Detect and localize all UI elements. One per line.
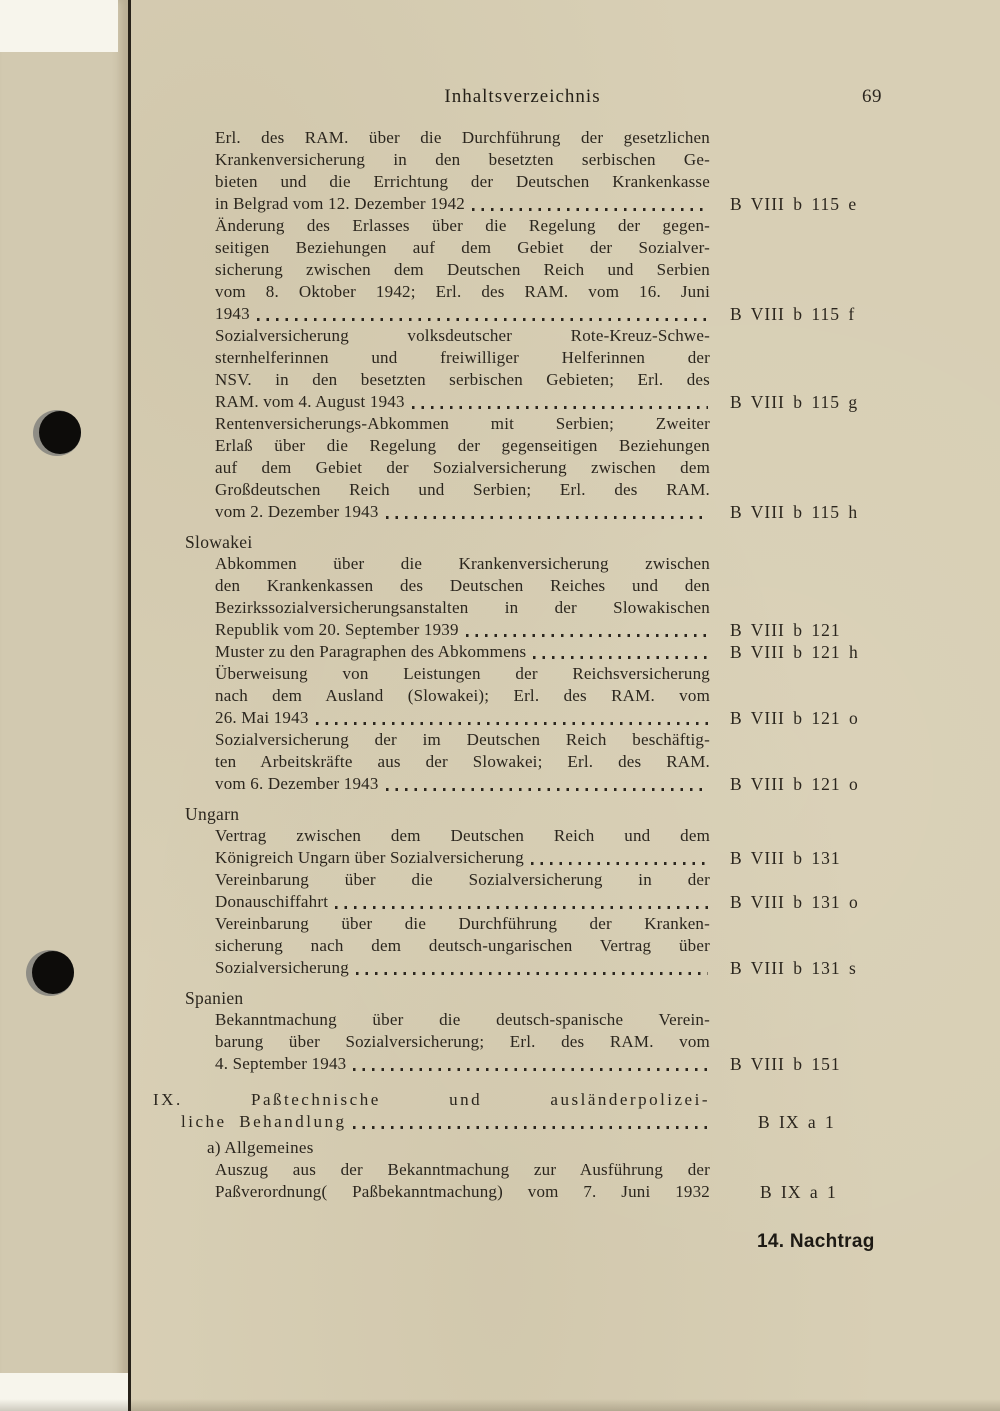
- ref-code: B VIII b 131: [730, 848, 841, 868]
- entry-line: IX. Paßtechnische und ausländerpolizei-: [153, 1090, 710, 1109]
- entry-line-text: Königreich Ungarn über Sozialversicherung: [215, 848, 524, 867]
- entry-line: [215, 1053, 710, 1075]
- binding-edge-strip: [0, 0, 128, 1411]
- dot-leader: [356, 972, 708, 975]
- entry-line-text: 4. September 1943: [215, 1054, 347, 1073]
- ref-code: B IX a 1: [758, 1112, 835, 1132]
- entry-line-text: Sozialversicherung: [215, 958, 349, 977]
- entry-line: Großdeutschen Reich und Serbien; Erl. des RAM.: [215, 480, 710, 499]
- entry-line: [153, 1111, 710, 1133]
- toc-entry: [215, 553, 860, 641]
- entry-line-text: vom 6. Dezember 1943: [215, 774, 379, 793]
- entry-text: [215, 127, 710, 215]
- toc-entry: [215, 215, 860, 325]
- entry-line-text: vom 2. Dezember 1943: [215, 502, 379, 521]
- toc-entry: [215, 1159, 860, 1203]
- dot-leader: [472, 208, 708, 211]
- entry-line: Krankenversicherung in den besetzten serbischen Ge-: [215, 150, 710, 169]
- toc: [153, 127, 860, 1203]
- toc-entry: [215, 641, 860, 663]
- entry-text: [215, 553, 710, 641]
- entry-line: Vereinbarung über die Sozialversicherung in der: [215, 870, 710, 889]
- entry-line: [215, 847, 710, 869]
- entry-line: Abkommen über die Krankenversicherung zwischen: [215, 554, 710, 573]
- scan-corner-top-left: [0, 0, 118, 52]
- entry-line: [215, 303, 710, 325]
- ref-code: B VIII b 121 h: [730, 642, 859, 662]
- entry-line: den Krankenkassen des Deutschen Reiches und den: [215, 576, 710, 595]
- entry-line-text: Republik vom 20. September 1939: [215, 620, 459, 639]
- toc-entry: [215, 127, 860, 215]
- section-heading: Spanien: [185, 988, 244, 1008]
- entry-line: [215, 391, 710, 413]
- binding-line: [128, 0, 131, 1411]
- section-heading: Ungarn: [185, 804, 240, 824]
- entry-line: Paßverordnung( Paßbekanntmachung) vom 7. Juni 1932: [215, 1182, 710, 1201]
- ref-code: B VIII b 131 o: [730, 892, 859, 912]
- entry-line-text: liche Behandlung: [181, 1112, 347, 1131]
- dot-leader: [386, 788, 708, 791]
- entry-text: [215, 1009, 710, 1075]
- page-number: 69: [862, 86, 882, 107]
- entry-text: [215, 413, 710, 523]
- ref-code: B VIII b 151: [730, 1054, 841, 1074]
- entry-line: Sozialversicherung der im Deutschen Reich beschäftig-: [215, 730, 710, 749]
- dot-leader: [533, 656, 708, 659]
- toc-entry: [215, 325, 860, 413]
- entry-line: [215, 641, 710, 663]
- entry-line: Erl. des RAM. über die Durchführung der gesetzlichen: [215, 128, 710, 147]
- entry-line: Vertrag zwischen dem Deutschen Reich und dem: [215, 826, 710, 845]
- dot-leader: [386, 516, 708, 519]
- entry-line: Rentenversicherungs-Abkommen mit Serbien; Zweiter: [215, 414, 710, 433]
- entry-line: [215, 193, 710, 215]
- ref-code: B VIII b 121 o: [730, 708, 859, 728]
- ref-code: B VIII b 131 s: [730, 958, 857, 978]
- toc-entry: [215, 729, 860, 795]
- punch-hole-top: [33, 410, 81, 456]
- entry-line: sicherung nach dem deutsch-ungarischen Vertrag über: [215, 936, 710, 955]
- entry-text: [215, 663, 710, 729]
- ix-section-heading: [153, 1089, 860, 1133]
- entry-line: seitigen Beziehungen auf dem Gebiet der Sozialver-: [215, 238, 710, 257]
- page-header-title: Inhaltsverzeichnis: [444, 86, 601, 107]
- ref-code: B VIII b 115 e: [730, 194, 858, 214]
- entry-line: Sozialversicherung volksdeutscher Rote-Kreuz-Schwe-: [215, 326, 710, 345]
- entry-line: vom 8. Oktober 1942; Erl. des RAM. vom 16. Juni: [215, 282, 710, 301]
- entry-line: sicherung zwischen dem Deutschen Reich und Serbien: [215, 260, 710, 279]
- entry-line: Erlaß über die Regelung der gegenseitigen Beziehungen: [215, 436, 710, 455]
- entry-line-text: 26. Mai 1943: [215, 708, 309, 727]
- dot-leader: [353, 1126, 708, 1129]
- entry-line: [215, 957, 710, 979]
- entry-line-text: RAM. vom 4. August 1943: [215, 392, 405, 411]
- ref-code: B VIII b 115 f: [730, 304, 856, 324]
- entry-line: auf dem Gebiet der Sozialversicherung zwischen dem: [215, 458, 710, 477]
- entry-text: [215, 325, 710, 413]
- entry-line: bieten und die Errichtung der Deutschen Krankenkasse: [215, 172, 710, 191]
- entry-text: [215, 869, 710, 913]
- entry-text: [215, 825, 710, 869]
- entry-text: [215, 641, 710, 663]
- dot-leader: [316, 722, 708, 725]
- entry-line: Bezirkssozialversicherungsanstalten in der Slowakischen: [215, 598, 710, 617]
- punch-hole-bottom: [26, 950, 74, 996]
- toc-entry: [215, 1009, 860, 1075]
- entry-line-text: in Belgrad vom 12. Dezember 1942: [215, 194, 466, 213]
- entry-line: Auszug aus der Bekanntmachung zur Ausführung der: [215, 1160, 710, 1179]
- entry-text: [215, 215, 710, 325]
- dot-leader: [466, 634, 708, 637]
- entry-text: [215, 913, 710, 979]
- dot-leader: [353, 1068, 708, 1071]
- entry-line: [215, 891, 710, 913]
- dot-leader: [257, 318, 708, 321]
- subsection-heading: a) Allgemeines: [207, 1138, 314, 1157]
- entry-line: [215, 773, 710, 795]
- entry-text: [215, 729, 710, 795]
- toc-entry: [215, 663, 860, 729]
- ref-code: B VIII b 121: [730, 620, 841, 640]
- toc-entry: [215, 869, 860, 913]
- entry-line: [215, 707, 710, 729]
- entry-line: Änderung des Erlasses über die Regelung der gegen-: [215, 216, 710, 235]
- entry-line: [215, 619, 710, 641]
- entry-line: Bekanntmachung über die deutsch-spanische Verein-: [215, 1010, 710, 1029]
- entry-line: barung über Sozialversicherung; Erl. des RAM. vom: [215, 1032, 710, 1051]
- footer-supplement-label: 14. Nachtrag: [757, 1231, 875, 1252]
- ref-code: B VIII b 121 o: [730, 774, 859, 794]
- entry-line: [215, 501, 710, 523]
- entry-line-text: Donauschiffahrt: [215, 892, 329, 911]
- entry-line: nach dem Ausland (Slowakei); Erl. des RAM. vom: [215, 686, 710, 705]
- bottom-shadow: [0, 1399, 1000, 1411]
- entry-text: [215, 1159, 710, 1203]
- entry-line: ten Arbeitskräfte aus der Slowakei; Erl. des RAM.: [215, 752, 710, 771]
- section-heading: Slowakei: [185, 532, 253, 552]
- entry-line: sternhelferinnen und freiwilliger Helferinnen der: [215, 348, 710, 367]
- dot-leader: [335, 906, 708, 909]
- entry-line: NSV. in den besetzten serbischen Gebieten; Erl. des: [215, 370, 710, 389]
- entry-text: [153, 1089, 710, 1133]
- entry-line-text: 1943: [215, 304, 250, 323]
- toc-entry: [215, 413, 860, 523]
- dot-leader: [531, 862, 708, 865]
- entry-line-text: Muster zu den Paragraphen des Abkommens: [215, 642, 527, 661]
- ref-code: B VIII b 115 h: [730, 502, 859, 522]
- dot-leader: [412, 406, 708, 409]
- ref-code: B IX a 1: [760, 1182, 837, 1202]
- toc-entry: [215, 913, 860, 979]
- toc-entry: [215, 825, 860, 869]
- ref-code: B VIII b 115 g: [730, 392, 859, 412]
- entry-line: Vereinbarung über die Durchführung der Kranken-: [215, 914, 710, 933]
- entry-line: Überweisung von Leistungen der Reichsversicherung: [215, 664, 710, 683]
